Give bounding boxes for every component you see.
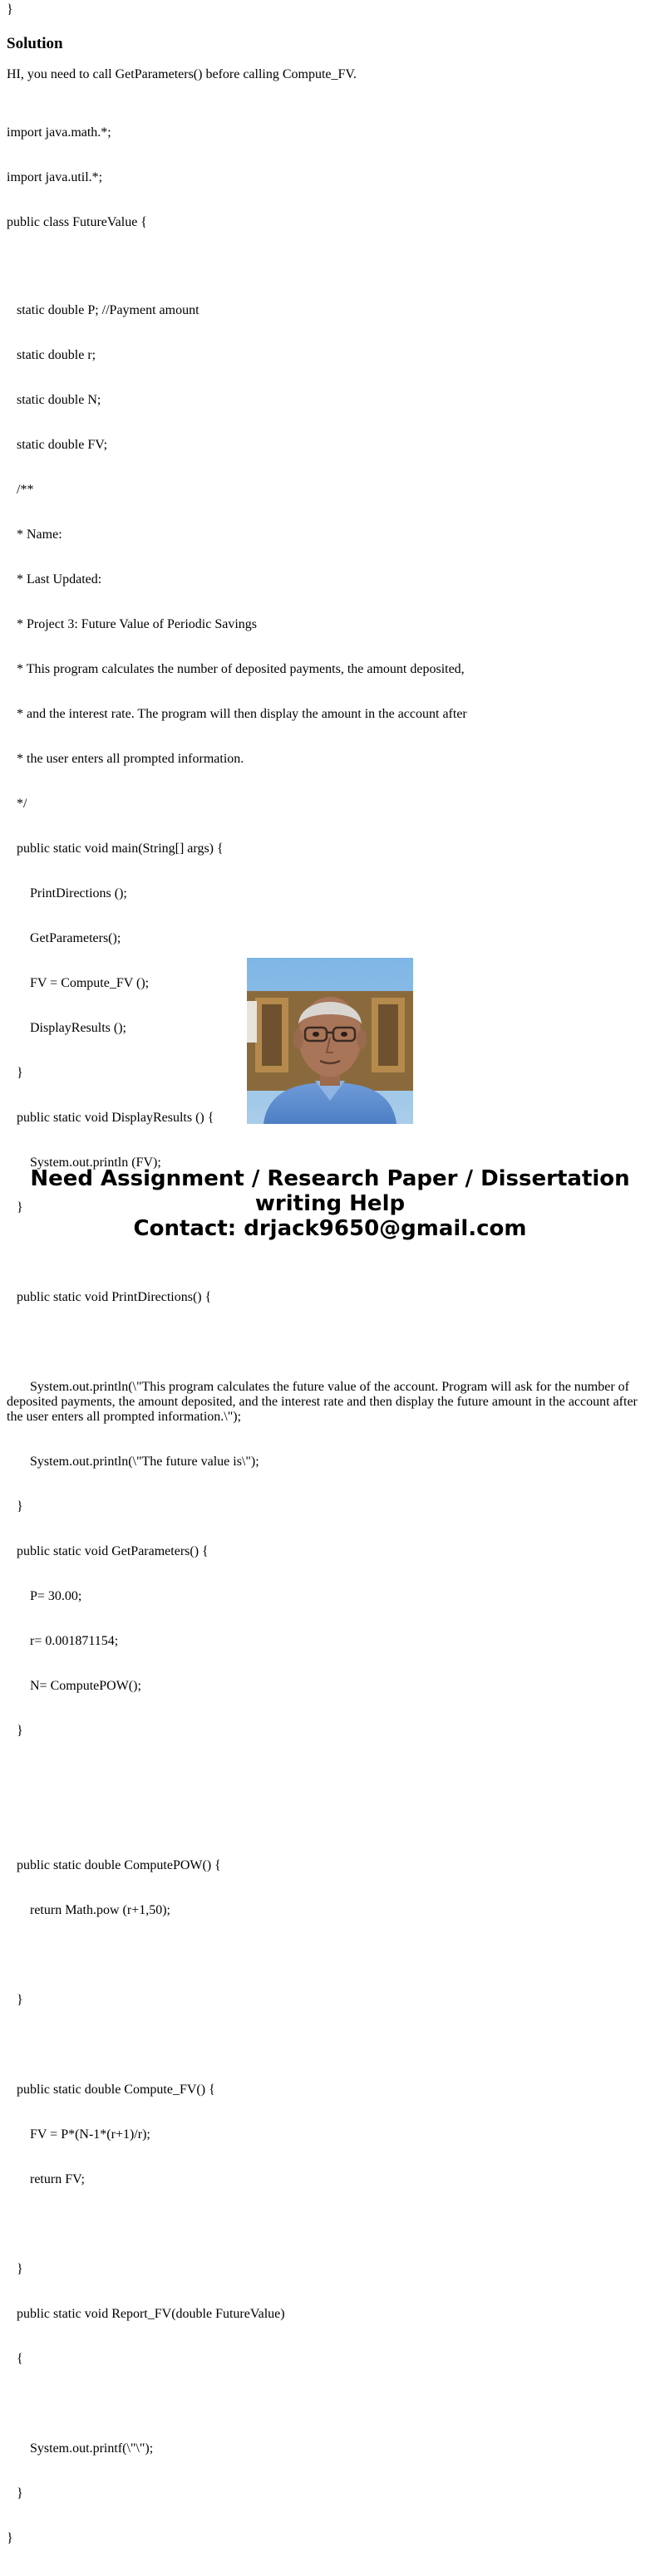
code-line: System.out.printf(\"\"); — [7, 2441, 154, 2456]
promo-line-2: writing Help — [254, 1191, 406, 1216]
promo-contact: Contact: drjack9650@gmail.com — [133, 1216, 527, 1241]
promo-line-1: Need Assignment / Research Paper / Dissertation — [30, 1166, 630, 1191]
code-line: FV = Compute_FV (); — [7, 976, 150, 990]
code-line: public static double Compute_FV() { — [7, 2083, 215, 2097]
code-block — [7, 96, 653, 2576]
code-line: import java.util.*; — [7, 170, 103, 184]
code-line: } — [7, 2486, 23, 2500]
code-line: public static void PrintDirections() { — [7, 1290, 212, 1304]
code-line: System.out.println(\"The future value is\"); — [7, 1455, 259, 1469]
code-line: public static void main(String[] args) { — [7, 841, 224, 856]
document-body — [7, 2, 653, 2576]
code-line: System.out.println (FV); — [7, 1156, 161, 1170]
code-line: public static void DisplayResults () { — [7, 1111, 214, 1125]
code-line: public static double ComputePOW() { — [7, 1858, 221, 1872]
code-line: * Last Updated: — [7, 572, 102, 586]
code-line: * This program calculates the number of deposited payments, the amount deposited, — [7, 662, 465, 676]
code-line: System.out.println(\"This program calculates the future value of the account. Program will ask for the number of deposited payments, the amount deposited, and the interest rate and then display the future amount in the account after the user enters all prompted information.\"); — [7, 1380, 641, 1424]
code-line: } — [7, 2531, 13, 2545]
avatar — [247, 958, 413, 1124]
code-line: * and the interest rate. The program will then display the amount in the account after — [7, 707, 467, 721]
code-line: return Math.pow (r+1,50); — [7, 1903, 170, 1917]
code-line: } — [7, 1993, 23, 2007]
code-line: FV = P*(N-1*(r+1)/r); — [7, 2127, 150, 2142]
promo-banner — [0, 1166, 660, 1241]
code-line: DisplayResults (); — [7, 1021, 126, 1035]
code-line: N= ComputePOW(); — [7, 1679, 141, 1693]
code-line: { — [7, 2352, 23, 2366]
code-line: * Name: — [7, 527, 62, 542]
code-line: static double P; //Payment amount — [7, 303, 199, 317]
code-line: } — [7, 1066, 23, 1080]
code-line: } — [7, 1200, 23, 1214]
code-line: static double r; — [7, 348, 96, 362]
code-line: return FV; — [7, 2172, 85, 2186]
code-line: * the user enters all prompted information. — [7, 752, 244, 766]
code-line: public class FutureValue { — [7, 215, 147, 229]
code-line: static double FV; — [7, 438, 108, 452]
code-line: * Project 3: Future Value of Periodic Savings — [7, 617, 257, 631]
portrait-image — [247, 958, 413, 1124]
code-line: public static void GetParameters() { — [7, 1544, 209, 1558]
code-line: r= 0.001871154; — [7, 1634, 119, 1648]
code-line: } — [7, 1499, 23, 1514]
code-line: GetParameters(); — [7, 931, 121, 945]
code-line: P= 30.00; — [7, 1589, 82, 1603]
solution-heading: Solution — [7, 35, 63, 52]
leading-brace: } — [7, 2, 13, 17]
code-line: PrintDirections (); — [7, 886, 127, 900]
answer-text: HI, you need to call GetParameters() before calling Compute_FV. — [7, 67, 357, 81]
code-line: } — [7, 1724, 23, 1738]
code-line: } — [7, 2262, 23, 2276]
code-line: /** — [7, 483, 34, 497]
code-line: public static void Report_FV(double FutureValue) — [7, 2307, 285, 2321]
code-line: */ — [7, 797, 27, 811]
code-line: import java.math.*; — [7, 125, 111, 140]
code-line: static double N; — [7, 393, 101, 407]
